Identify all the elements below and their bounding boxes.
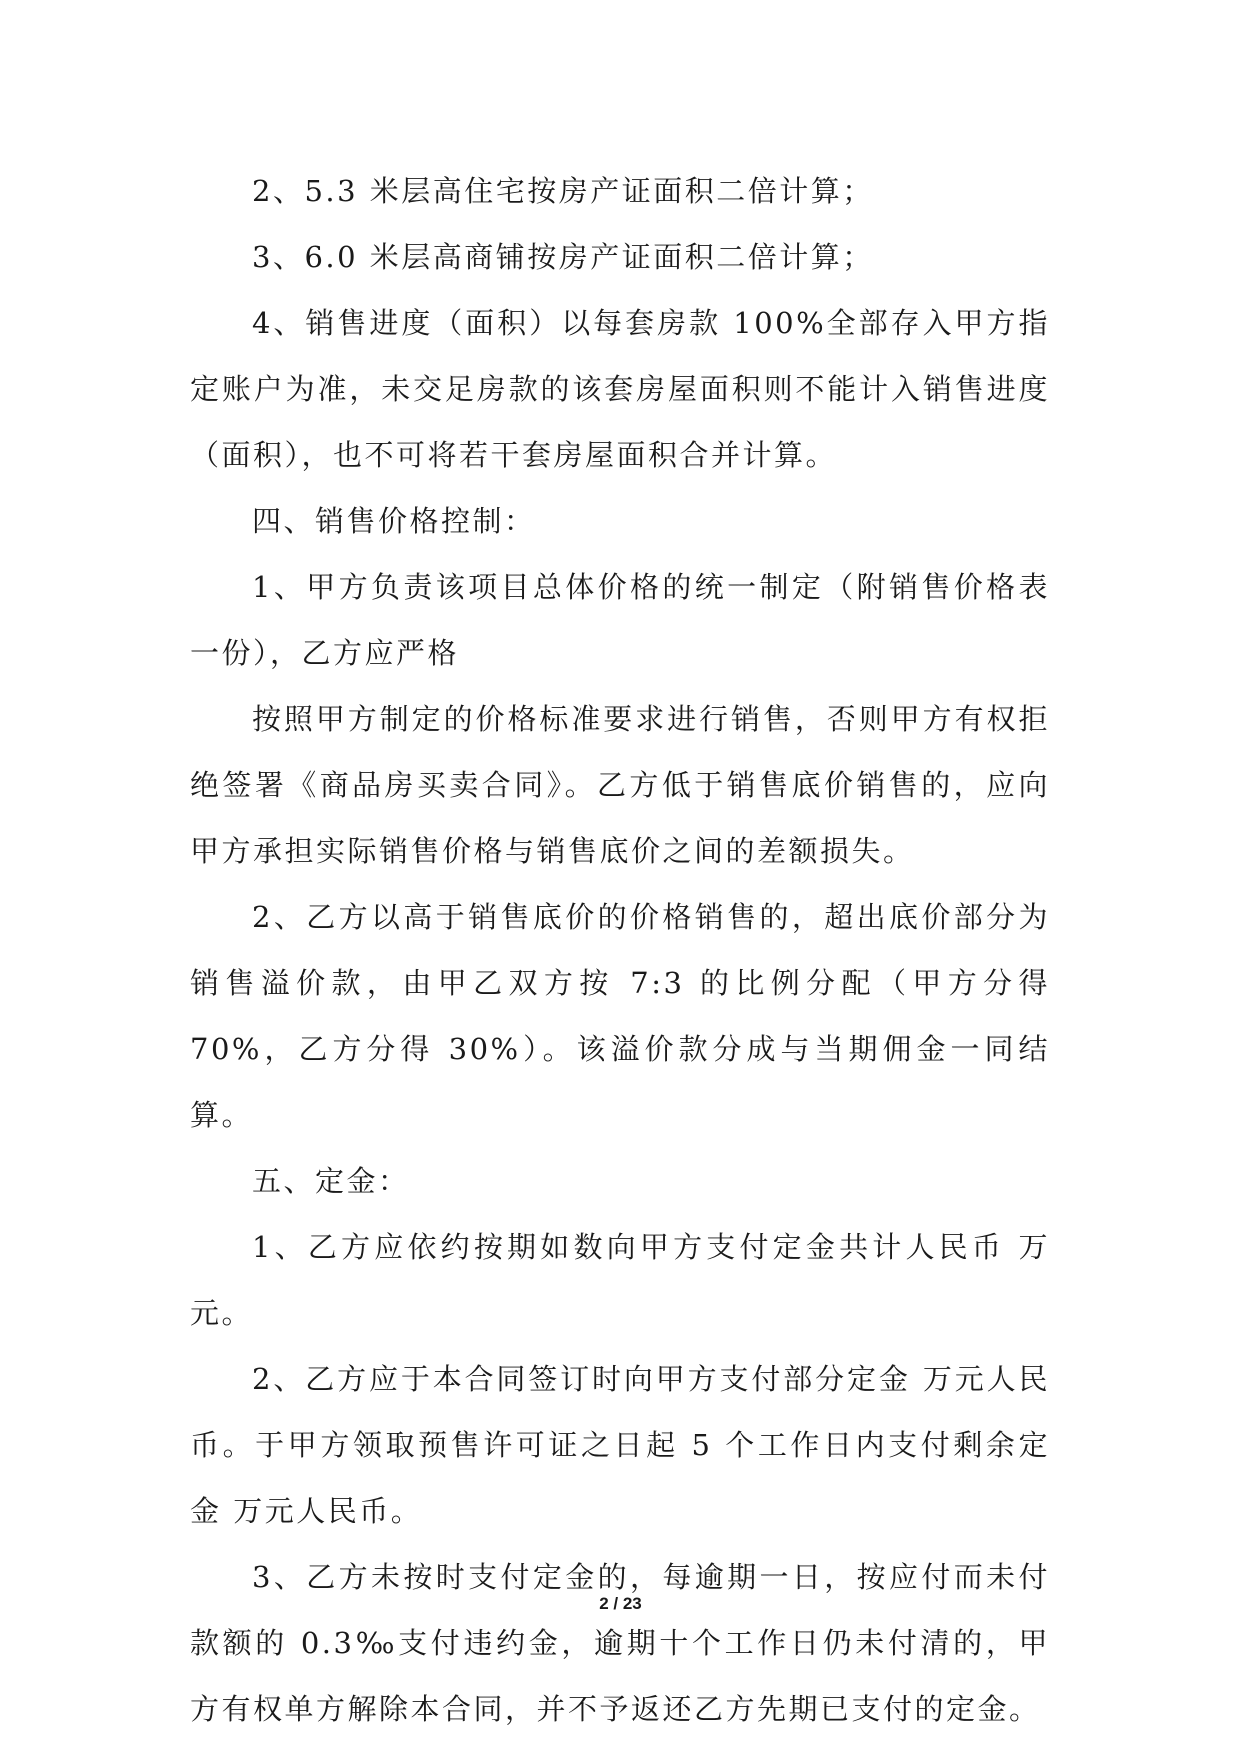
paragraph-sales-progress: 4、销售进度（面积）以每套房款 100%全部存入甲方指定账户为准，未交足房款的该套房屋面积则不能计入销售进度（面积），也不可将若干套房屋面积合并计算。 <box>190 306 1050 472</box>
paragraph-deposit-schedule: 2、乙方应于本合同签订时向甲方支付部分定金 万元人民币。于甲方领取预售许可证之日起 5 个工作日内支付剩余定金 万元人民币。 <box>190 1362 1050 1528</box>
paragraph-price-standard: 按照甲方制定的价格标准要求进行销售，否则甲方有权拒绝签署《商品房买卖合同》。乙方低于销售底价销售的，应向甲方承担实际销售价格与销售底价之间的差额损失。 <box>190 702 1050 868</box>
page-number: 2 / 23 <box>599 1594 642 1613</box>
paragraph-deposit-penalty: 3、乙方未按时支付定金的，每逾期一日，按应付而未付款额的 0.3‰支付违约金，逾期十个工作日仍未付清的，甲方有权单方解除本合同，并不予返还乙方先期已支付的定金。 <box>190 1560 1050 1726</box>
paragraph-premium-split: 2、乙方以高于销售底价的价格销售的，超出底价部分为销售溢价款，由甲乙双方按 7:3 的比例分配（甲方分得 70%，乙方分得 30%）。该溢价款分成与当期佣金一同结算。 <box>190 900 1050 1132</box>
paragraph-deposit-total: 1、乙方应依约按期如数向甲方支付定金共计人民币 万元。 <box>190 1230 1050 1330</box>
section-heading-deposit: 五、定金： <box>252 1164 410 1198</box>
paragraph-shop-height: 3、6.0 米层高商铺按房产证面积二倍计算； <box>252 240 874 274</box>
section-heading-price-control: 四、销售价格控制： <box>252 504 536 538</box>
document-body <box>190 158 1050 1742</box>
paragraph-price-setting: 1、甲方负责该项目总体价格的统一制定（附销售价格表一份），乙方应严格 <box>190 570 1050 670</box>
paragraph-residential-height: 2、5.3 米层高住宅按房产证面积二倍计算； <box>252 174 874 208</box>
